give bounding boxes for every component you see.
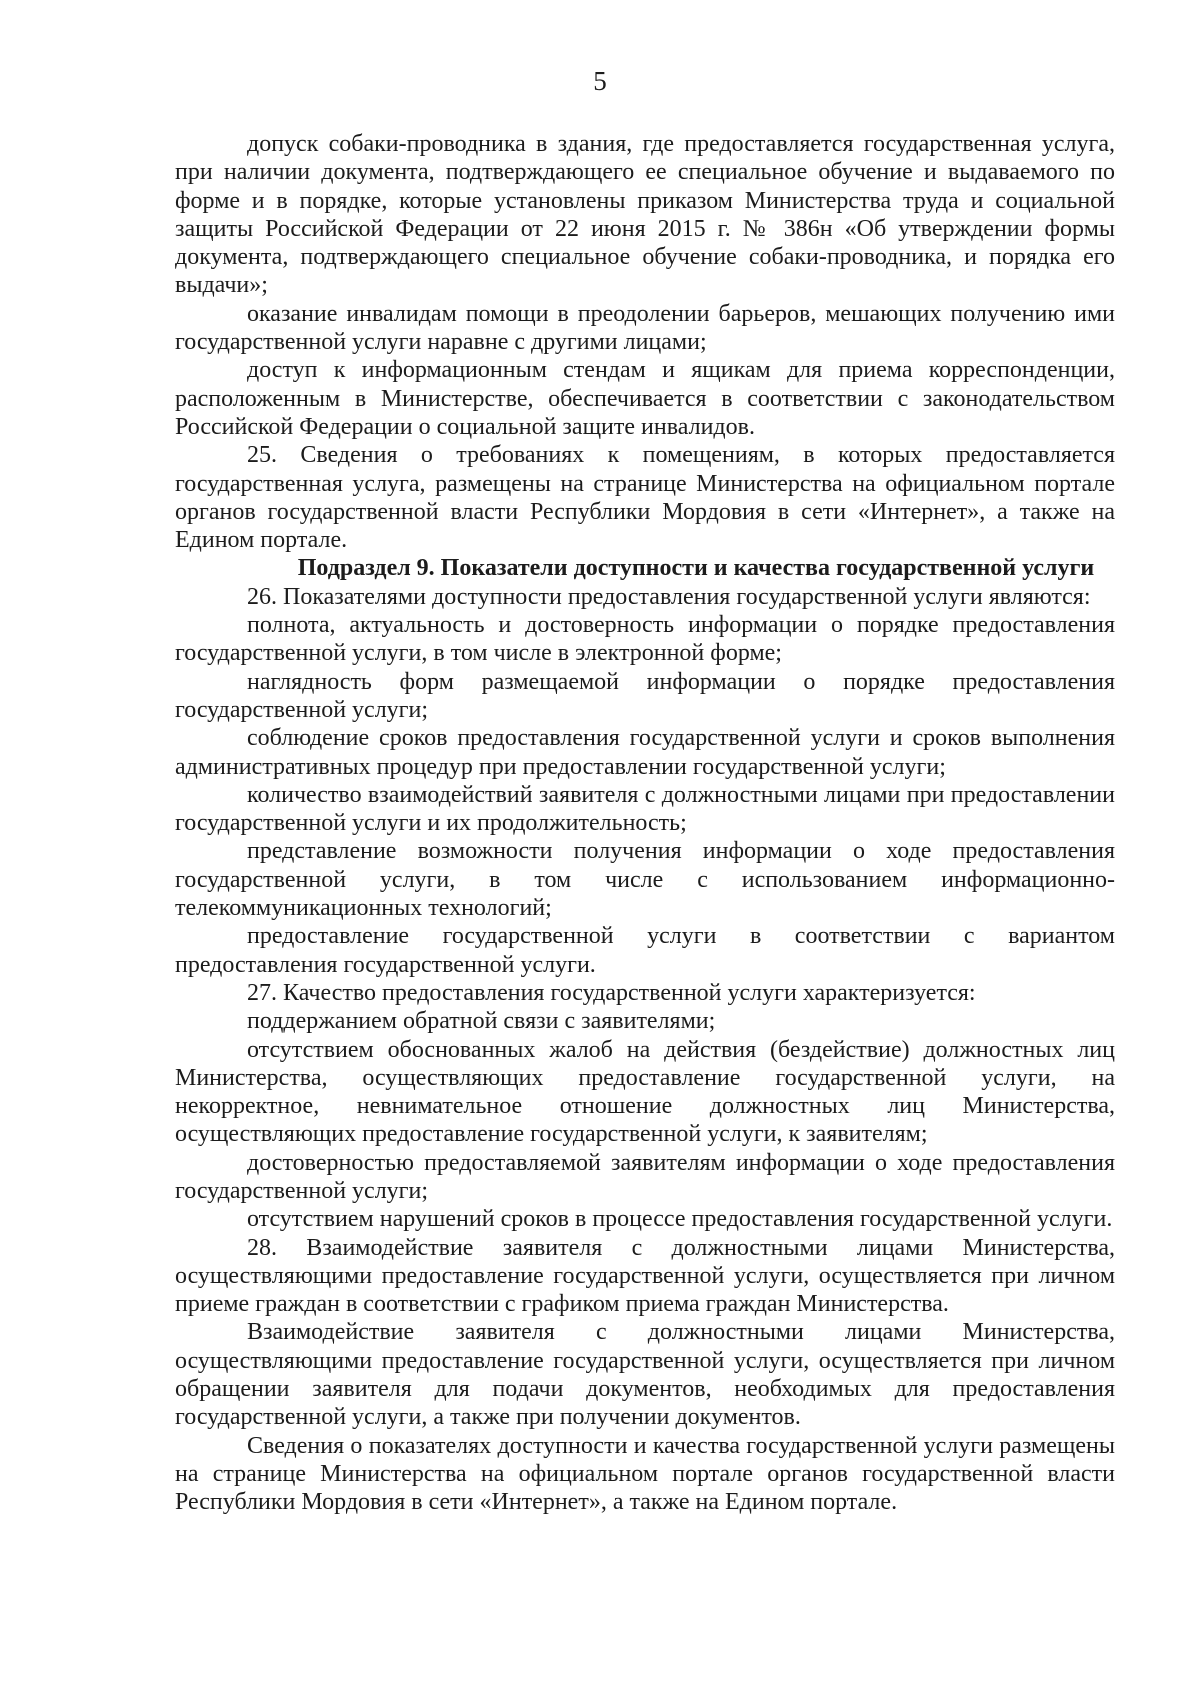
page-number: 5 — [593, 66, 607, 96]
paragraph: представление возможности получения информации о ходе предоставления государственной услуги, в том числе с использованием информационно-телекоммуникационных технологий; — [175, 838, 1115, 922]
paragraph: достоверностью предоставляемой заявителям информации о ходе предоставления государственной услуги; — [175, 1149, 1115, 1204]
paragraph: предоставление государственной услуги в соответствии с вариантом предоставления государственной услуги. — [175, 923, 1115, 978]
paragraph: отсутствием нарушений сроков в процессе предоставления государственной услуги. — [247, 1206, 1113, 1233]
paragraph: 28. Взаимодействие заявителя с должностными лицами Министерства, осуществляющими предоставление государственной услуги, осуществляется при личном приеме граждан в соответствии с графиком приема граждан Министерства. — [175, 1234, 1115, 1318]
paragraph: поддержанием обратной связи с заявителями; — [247, 1008, 716, 1035]
paragraph: соблюдение сроков предоставления государственной услуги и сроков выполнения административных процедур при предоставлении государственной услуги; — [175, 725, 1115, 780]
paragraph: 25. Сведения о требованиях к помещениям, в которых предоставляется государственная услуга, размещены на странице Министерства на официальном портале органов государственной власти Республики Мордовия в сети «Интернет», а также на Едином портале. — [175, 442, 1115, 554]
section-heading: Подраздел 9. Показатели доступности и качества государственной услуги — [297, 555, 1095, 582]
paragraph: Взаимодействие заявителя с должностными лицами Министерства, осуществляющими предоставление государственной услуги, осуществляется при личном обращении заявителя для подачи документов, необходимых для предоставления государственной услуги, а также при получении документов. — [175, 1319, 1115, 1431]
paragraph: отсутствием обоснованных жалоб на действия (бездействие) должностных лиц Министерства, осуществляющих предоставление государственной услуги, на некорректное, невнимательное отношение должностных лиц Министерства, осуществляющих предоставление государственной услуги, к заявителям; — [175, 1036, 1115, 1148]
paragraph: Сведения о показателях доступности и качества государственной услуги размещены на странице Министерства на официальном портале органов государственной власти Республики Мордовия в сети «Интернет», а также на Едином портале. — [175, 1432, 1115, 1516]
paragraph: 27. Качество предоставления государственной услуги характеризуется: — [247, 979, 976, 1006]
paragraph: доступ к информационным стендам и ящикам для приема корреспонденции, расположенным в Министерстве, обеспечивается в соответствии с законодательством Российской Федерации о социальной защите инвалидов. — [175, 357, 1115, 440]
paragraph: наглядность форм размещаемой информации о порядке предоставления государственной услуги; — [175, 668, 1115, 723]
paragraph: 26. Показателями доступности предоставления государственной услуги являются: — [247, 583, 1091, 610]
paragraph: полнота, актуальность и достоверность информации о порядке предоставления государственной услуги, в том числе в электронной форме; — [175, 612, 1115, 667]
paragraph: количество взаимодействий заявителя с должностными лицами при предоставлении государственной услуги и их продолжительность; — [175, 781, 1115, 837]
paragraph: допуск собаки-проводника в здания, где предоставляется государственная услуга, при наличии документа, подтверждающего ее специальное обучение и выдаваемого по форме и в порядке, которые установлены приказом Министерства труда и социальной защиты Российской Федерации от 22 июня 2015 г. № 386н «Об утверждении формы документа, подтверждающего специальное обучение собаки-проводника, и порядка его выдачи»; — [175, 131, 1115, 299]
document-body — [175, 130, 1115, 1517]
paragraph: оказание инвалидам помощи в преодолении барьеров, мешающих получению ими государственной услуги наравне с другими лицами; — [175, 300, 1115, 356]
